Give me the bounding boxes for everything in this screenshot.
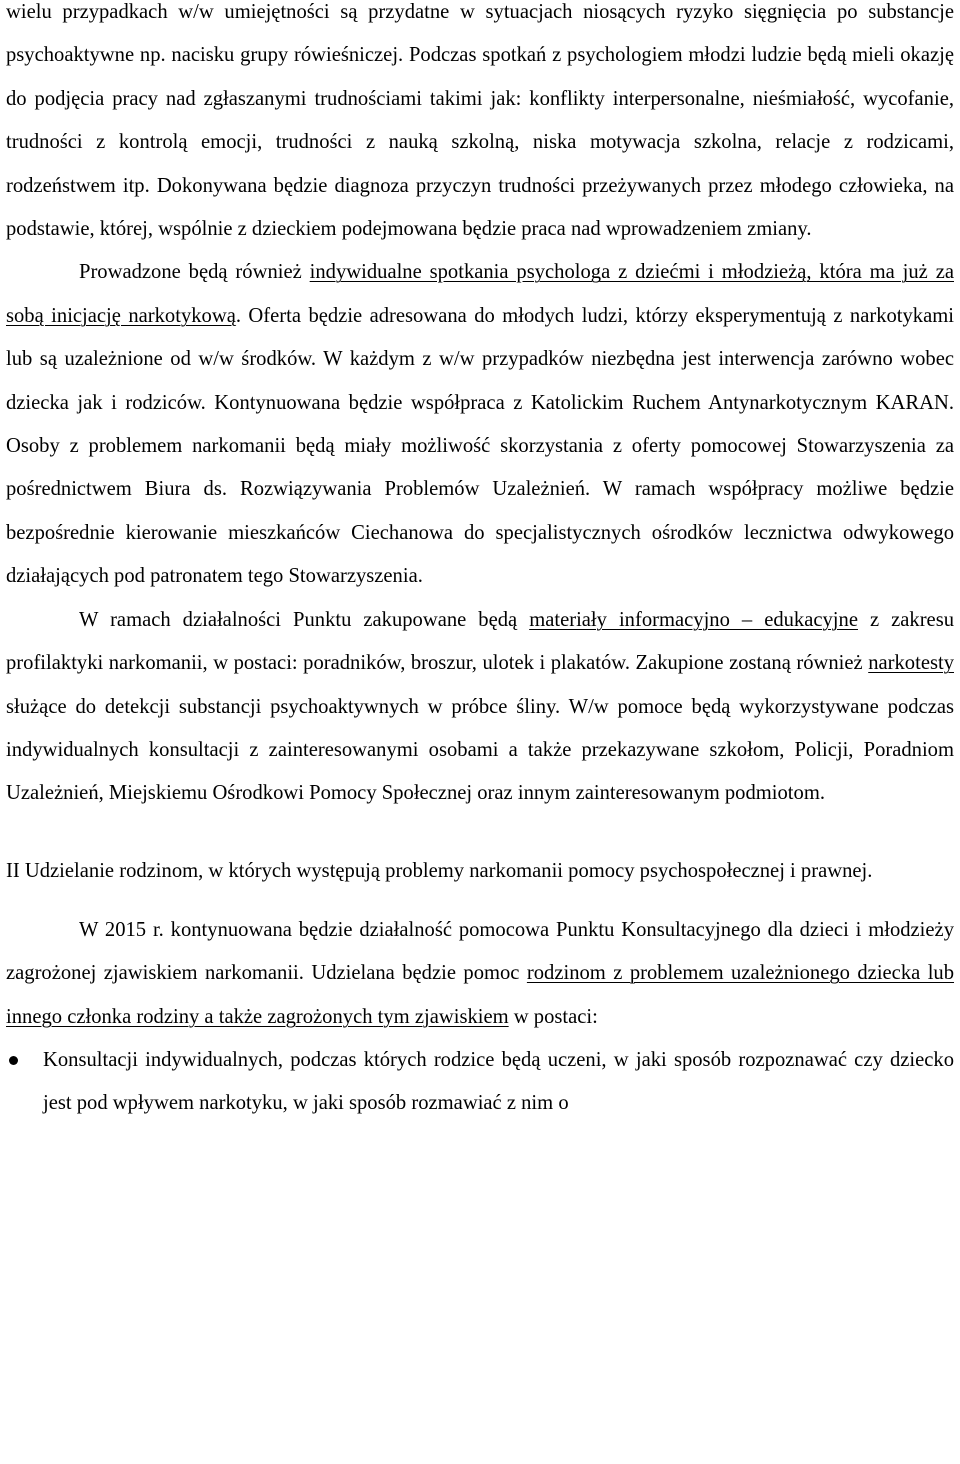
paragraph-family-help bbox=[6, 909, 954, 1039]
paragraph-materials bbox=[6, 599, 954, 816]
paragraph-middle-text: z zakresu profilaktyki narkomanii, w postaci: poradników, broszur, ulotek i plakatów. Zakupione zostaną również bbox=[6, 608, 955, 675]
underlined-phrase-narcotests: narkotesty bbox=[868, 652, 954, 675]
paragraph-lead-text: W 2015 r. kontynuowana będzie działalność pomocowa Punktu Konsultacyjnego dla dzieci i młodzieży zagrożonej zjawiskiem narkomanii. Udzielana będzie pomoc bbox=[6, 918, 954, 985]
list-item-text: Konsultacji indywidualnych, podczas których rodzice będą uczeni, w jaki sposób rozpoznawać czy dziecko jest pod wpływem narkotyku, w jaki sposób rozmawiać z nim o bbox=[43, 1048, 954, 1115]
paragraph-lead-text: W ramach działalności Punktu zakupowane będą bbox=[79, 608, 530, 631]
bullet-list bbox=[6, 1039, 954, 1126]
section-heading bbox=[6, 856, 954, 887]
underlined-phrase-individual-meetings: indywidualne spotkania psychologa z dziećmi i młodzieżą, która ma już za sobą inicjację narkotykową bbox=[6, 261, 954, 327]
section-heading-text: II Udzielanie rodzinom, w których występują problemy narkomanii pomocy psychospołecznej i prawnej. bbox=[6, 859, 873, 882]
paragraph-rest-text: . Oferta będzie adresowana do młodych ludzi, którzy eksperymentują z narkotykami lub są uzależnione od w/w środków. W każdym z w/w przypadków niezbędna jest interwencja zarówno wobec dziecka jak i rodziców. Kontynuowana będzie współpraca z Katolickim Ruchem Antynarkotycznym KARAN. Osoby z problemem narkomanii będą miały możliwość skorzystania z oferty pomocowej Stowarzyszenia za pośrednictwem Biura ds. Rozwiązywania Problemów Uzależnień. W ramach współpracy możliwe będzie bezpośrednie kierowanie mieszkańców Ciechanowa do specjalistycznych ośrodków lecznictwa odwykowego działających pod patronatem tego Stowarzyszenia. bbox=[6, 304, 954, 588]
underlined-phrase-families: rodzinom z problemem uzależnionego dziecka lub innego członka rodziny a także zagrożonych tym zjawiskiem bbox=[6, 962, 955, 1028]
underlined-phrase-materials: materiały informacyjno – edukacyjne bbox=[529, 608, 858, 631]
paragraph-lead-text: Prowadzone będą również bbox=[79, 261, 310, 284]
paragraph-psychologist-meetings bbox=[6, 0, 954, 251]
paragraph-rest-text: służące do detekcji substancji psychoaktywnych w próbce śliny. W/w pomoce będą wykorzystywane podczas indywidualnych konsultacji z zainteresowanymi osobami a także przekazywane szkołom, Policji, Poradniom Uzależnień, Miejskiemu Ośrodkowi Pomocy Społecznej oraz innym zainteresowanym podmiotom. bbox=[6, 695, 954, 805]
paragraph-rest-text: w postaci: bbox=[508, 1005, 598, 1028]
bullet-icon bbox=[9, 1056, 18, 1065]
paragraph-text: wielu przypadkach w/w umiejętności są przydatne w sytuacjach niosących ryzyko sięgnięcia po substancje psychoaktywne np. nacisku grupy rówieśniczej. Podczas spotkań z psychologiem młodzi ludzie będą mieli okazję do podjęcia pracy nad zgłaszanymi trudnościami takimi jak: konflikty interpersonalne, nieśmiałość, wycofanie, trudności z kontrolą emocji, trudności z nauką szkolną, niska motywacja szkolna, relacje z rodzicami, rodzeństwem itp. Dokonywana będzie diagnoza przyczyn trudności przeżywanych przez młodego człowieka, na podstawie, której, wspólnie z dzieckiem podejmowana będzie praca nad wprowadzeniem zmiany. bbox=[6, 1, 954, 241]
document-page bbox=[6, 0, 954, 1126]
list-item bbox=[6, 1039, 954, 1126]
paragraph-individual-meetings bbox=[6, 251, 954, 598]
